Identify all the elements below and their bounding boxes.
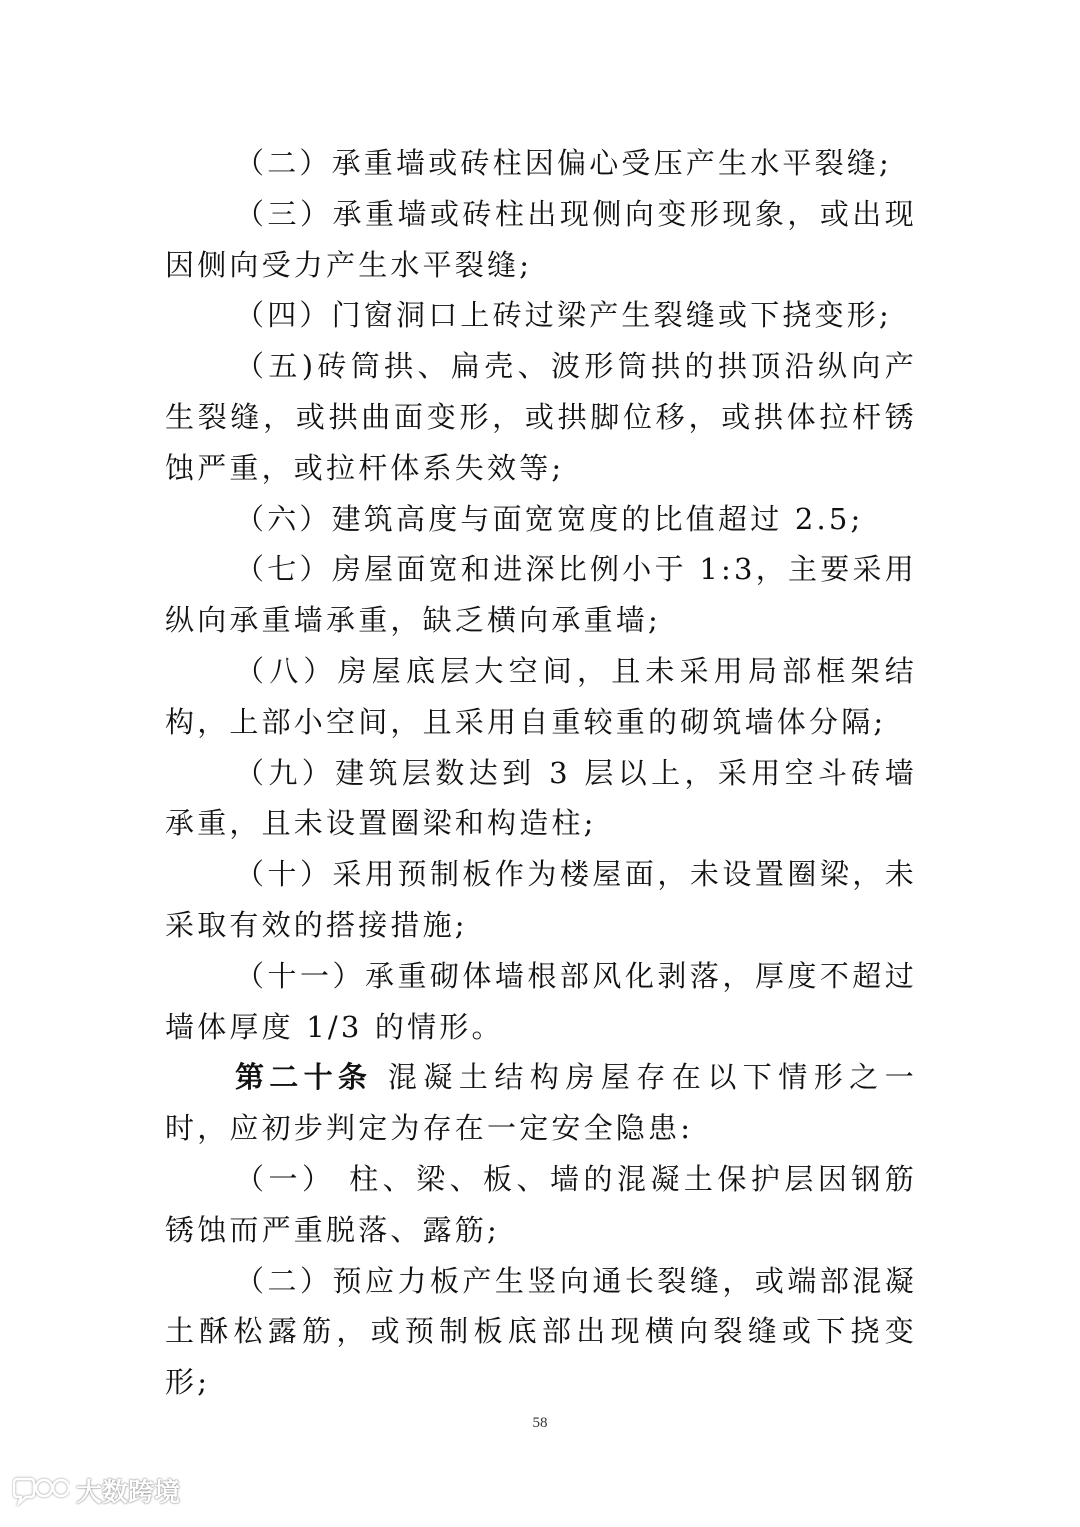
paragraph: （十）采用预制板作为楼屋面，未设置圈梁，未采取有效的搭接措施; — [165, 857, 917, 942]
page-number: 58 — [532, 1415, 548, 1431]
paragraph: （四）门窗洞口上砖过梁产生裂缝或下挠变形; — [235, 298, 892, 333]
paragraph: （一） 柱、梁、板、墙的混凝土保护层因钢筋锈蚀而严重脱落、露筋; — [165, 1161, 917, 1247]
article-text: 混凝土结构房屋存在以下情形之一时，应初步判定为存在一定安全隐患: — [165, 1060, 917, 1146]
watermark-text: 大数跨境 — [76, 1477, 181, 1508]
paragraph: （九）建筑层数达到 3 层以上，采用空斗砖墙承重，且未设置圈梁和构造柱; — [165, 755, 917, 841]
paragraph: （三）承重墙或砖柱出现侧向变形现象，或出现因侧向受力产生水平裂缝; — [165, 196, 917, 282]
paragraph: （七）房屋面宽和进深比例小于 1:3，主要采用纵向承重墙承重，缺乏横向承重墙; — [165, 552, 917, 638]
watermark — [12, 1470, 180, 1510]
paragraph: （五)砖筒拱、扁壳、波形筒拱的拱顶沿纵向产生裂缝，或拱曲面变形，或拱脚位移，或拱体拉杆锈蚀严重，或拉杆体系失效等; — [165, 349, 917, 485]
paragraph: （八）房屋底层大空间，且未采用局部框架结构，上部小空间，且采用自重较重的砌筑墙体分隔; — [165, 653, 917, 739]
article-paragraph — [165, 1052, 917, 1154]
paragraph: （二）承重墙或砖柱因偏心受压产生水平裂缝; — [235, 146, 892, 180]
document-body — [165, 138, 917, 1408]
chat-bubble-logo-icon — [12, 1473, 70, 1507]
paragraph: （十一）承重砌体墙根部风化剥落，厚度不超过墙体厚度 1/3 的情形。 — [165, 958, 917, 1044]
paragraph: （六）建筑高度与面宽宽度的比值超过 2.5; — [235, 501, 864, 536]
article-heading: 第二十条 — [235, 1060, 373, 1095]
paragraph: （二）预应力板产生竖向通长裂缝，或端部混凝土酥松露筋，或预制板底部出现横向裂缝或下挠变形; — [165, 1263, 917, 1400]
